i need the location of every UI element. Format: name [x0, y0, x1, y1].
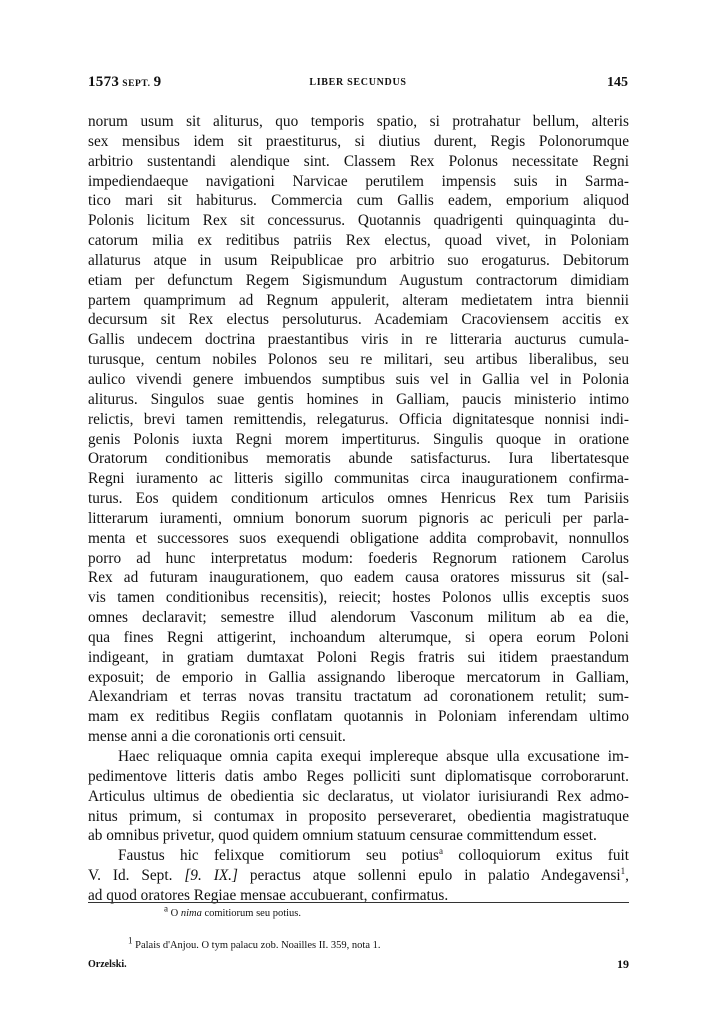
text-line: turusque, centum nobiles Polonos seu re militari, seu artibus liberalibus, seu	[88, 351, 629, 369]
text-line: vis tamen conditionibus recensitis), reiecit; hostes Polonos ullis exceptis suos	[88, 589, 629, 607]
running-header	[88, 74, 628, 96]
text-line: tico mari sit habiturus. Commercia cum Gallis eadem, emporium aliquod	[88, 192, 629, 210]
text-line: indigeant, in gratiam dumtaxat Poloni Regis fratris sui itidem praestandum	[88, 648, 629, 666]
footnote-a: $^a$ O nima comitiorum seu potius.	[164, 903, 302, 919]
text-line: aulico vivendi genere imbuendos sumptibus suis vel in Gallia vel in Polonia	[88, 370, 629, 388]
text-line: mam ex reditibus Regiis conflatam quotannis in Poloniam inferendam ultimo	[88, 708, 629, 726]
paragraph-1	[88, 112, 629, 747]
text-line: catorum milia ex reditibus patriis Rex electus, quoad vivet, in Poloniam	[88, 232, 629, 250]
text-line: ad quod oratores Regiae mensae accubuerant, confirmatus.	[88, 886, 449, 904]
text-line: relictis, brevi tamen remittendis, relegaturus. Officia dignitatesque nonnisi indi-	[88, 410, 629, 428]
text-line: Polonis licitum Rex sit concessurus. Quotannis quadrigenti quinquaginta du-	[88, 212, 629, 230]
text-line: mense anni a die coronationis orti censuit.	[88, 728, 346, 746]
text-line: turus. Eos quidem conditionum articulos omnes Henricus Rex tum Parisiis	[88, 490, 629, 508]
text-line: norum usum sit aliturus, quo temporis spatio, si protrahatur bellum, alteris	[88, 113, 629, 130]
header-day: 9	[153, 74, 162, 90]
footnote-rule	[88, 902, 629, 903]
text-line: Rex ad futuram inaugurationem, quo eadem causa oratores missurus sit (sal-	[88, 569, 629, 587]
date-annotation: [9. IX.]	[184, 867, 238, 885]
text-line: porro ad hunc interpretatus modum: foederis Regnorum rationem Carolus	[88, 549, 629, 567]
text-line: etiam per defunctum Regem Sigismundum Augustum contractorum dimidiam	[88, 271, 629, 289]
text-line: Articulus ultimus de obedientia sic declaratus, ut violator iurisiurandi Rex admo-	[88, 787, 629, 805]
page-number: 145	[607, 75, 628, 90]
text-line: omnes declaravit; semestre illud alendorum Vasconum militum ab ea die,	[88, 609, 629, 627]
text-line: Haec reliquaque omnia capita exequi implereque absque ulla excusatione im-	[118, 748, 629, 765]
text-line: arbitrio sustentandi alendique sint. Classem Rex Polonus necessitate Regni	[88, 152, 629, 170]
text-line: Faustus hic felixque comitiorum seu potius$^a$ colloquiorum exitus fuit	[118, 846, 629, 865]
text-line: decursum sit Rex electus persoluturus. Academiam Cracoviensem accitis ex	[88, 311, 629, 329]
footnote-marker-a: a	[439, 846, 444, 857]
text-line: allaturus atque in usum Reipublicae pro arbitrio suo erogaturus. Debitorum	[88, 251, 629, 269]
text-line: sex mensibus idem sit praestiturus, si diutius durent, Regis Polonorumque	[88, 132, 629, 150]
main-text	[88, 112, 629, 906]
text-line: nitus primum, si contumax in proposito perseveraret, obedientia magistratuque	[88, 807, 629, 825]
text-line: exposuit; de emporio in Gallia assignando liberoque mercatorum in Galliam,	[88, 668, 629, 686]
text-line: genis Polonis iuxta Regni morem impertiturus. Singulis quoque in oratione	[88, 430, 629, 448]
paragraph-2	[88, 747, 629, 846]
text-line: impediendaeque navigationi Narvicae perutilem impensis suis in Sarma-	[88, 172, 629, 190]
text-line: partem quamprimum ad Regnum appulerit, alteram medietatem intra biennii	[88, 291, 629, 309]
header-month: SEPT.	[122, 79, 151, 89]
signature-author: Orzelski.	[88, 959, 127, 970]
text-line: V. Id. Sept. [9. IX.] peractus atque sollenni epulo in palatio Andegavensi$^1$,	[88, 865, 629, 885]
text-line: litterarum iuramenti, omnium bonorum suorum pignoris ac periculi per parla-	[88, 509, 629, 527]
text-line: aliturus. Singulos suae gentis homines in Galliam, paucis ministerio intimo	[88, 390, 629, 408]
footnote-1: $^1$ Palais d'Anjou. O tym palacu zob. Noailles II. 359, nota 1.	[128, 935, 381, 951]
footnote-marker-1: 1	[620, 865, 626, 876]
signature-sheet-number: 19	[617, 957, 629, 971]
header-year: 1573	[88, 74, 120, 90]
paragraph-3	[88, 846, 629, 906]
text-line: Gallis undecem doctrina praestantibus viris in re litteraria aucturus cumula-	[88, 331, 629, 349]
header-title: LIBER SECUNDUS	[309, 77, 407, 88]
text-line: ab omnibus privetur, quod quidem omnium statuum censurae committendum esset.	[88, 827, 597, 845]
text-line: Oratorum conditionibus memoratis abunde satisfacturus. Iura libertatesque	[88, 450, 629, 468]
text-line: pedimentove litteris datis ambo Reges polliciti sunt diplomatisque corroborarunt.	[88, 767, 629, 785]
text-line: menta et successores suos exequendi obligatione addita comprobavit, nonnullos	[88, 529, 629, 547]
text-line: qua fines Regni attigerint, inchoandum alterumque, si opera eorum Poloni	[88, 628, 629, 646]
text-line: Alexandriam et terras novas transitu tractatum ad coronationem retulit; sum-	[88, 688, 629, 706]
text-line: Regni iuramento ac litteris sigillo communitas circa inaugurationem confirma-	[88, 470, 629, 488]
